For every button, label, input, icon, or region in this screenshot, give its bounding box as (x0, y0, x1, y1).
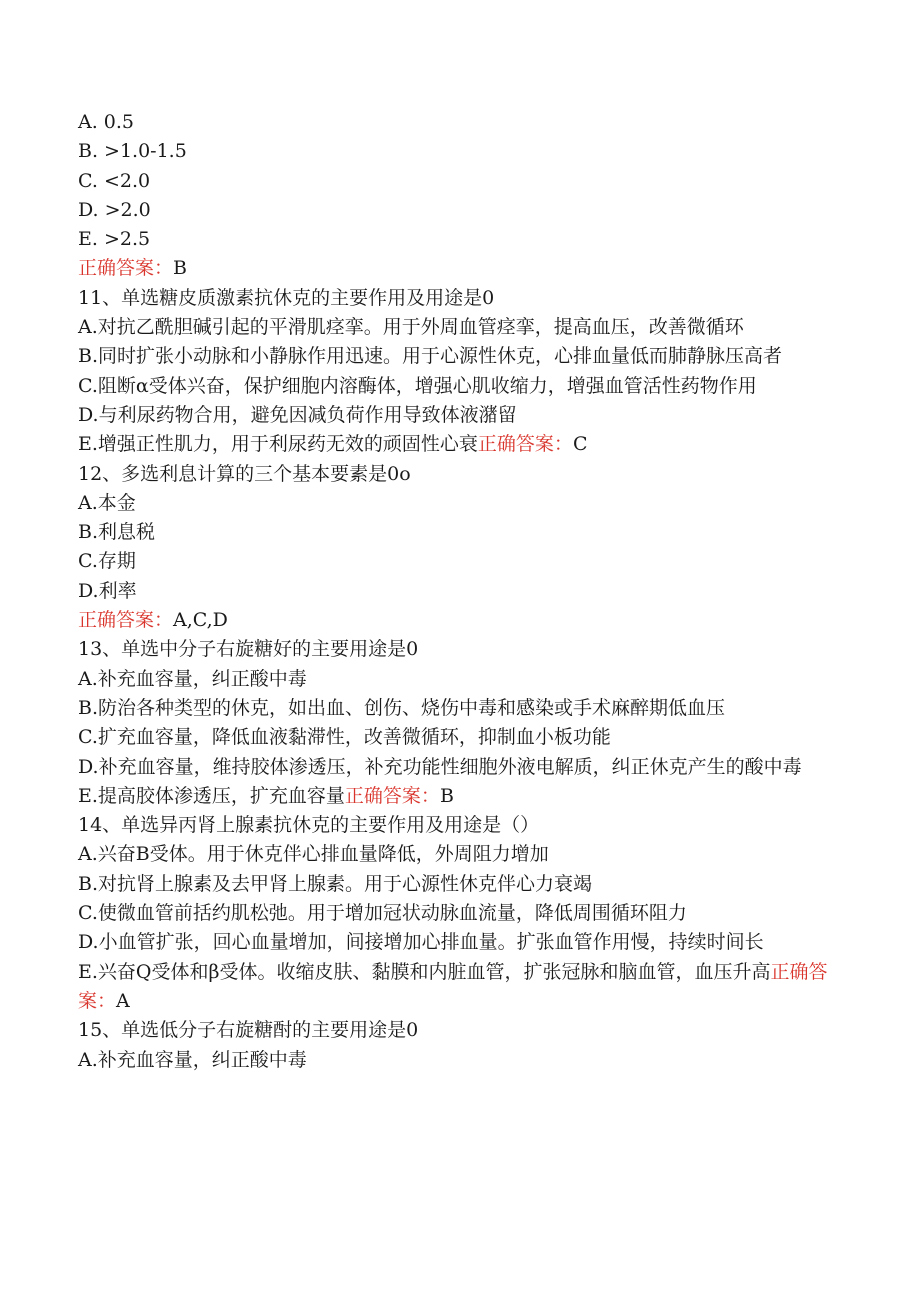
option-e-with-answer (78, 782, 848, 811)
option-d: D. >2.0 (78, 198, 151, 221)
option-a: A. 0.5 (78, 111, 135, 133)
question-11 (78, 284, 848, 460)
option-a: A.对抗乙酰胆碱引起的平滑肌痉挛。用于外周血管痉挛，提高血压，改善微循环 (78, 316, 744, 339)
question-10-tail (78, 108, 848, 284)
option-e: E.提高胶体渗透压，扩充血容量 (78, 784, 345, 807)
question-stem: 12、多选利息计算的三个基本要素是0o (78, 462, 411, 485)
option-a: A.补充血容量，纠正酸中毒 (78, 1048, 307, 1071)
option-a: A.本金 (78, 491, 136, 514)
option-c: C.使微血管前括约肌松弛。用于增加冠状动脉血流量，降低周围循环阻力 (78, 902, 687, 925)
question-13 (78, 635, 848, 811)
answer-label: 正确答案： (78, 257, 174, 280)
option-b: B. >1.0-1.5 (78, 140, 187, 163)
option-b: B.对抗肾上腺素及去甲肾上腺素。用于心源性休克伴心力衰竭 (78, 872, 593, 895)
option-d: D.利率 (78, 579, 137, 602)
question-14 (78, 811, 848, 1016)
answer-value: A (116, 989, 130, 1012)
question-stem: 15、单选低分子右旋糖酎的主要用途是0 (78, 1019, 419, 1042)
question-15 (78, 1016, 848, 1075)
answer-value: B (173, 257, 187, 280)
question-stem: 13、单选中分子右旋糖好的主要用途是0 (78, 638, 419, 661)
answer-label: 正确答案： (477, 433, 573, 456)
option-e-with-answer (78, 958, 848, 1017)
option-a: A.补充血容量，纠正酸中毒 (78, 667, 307, 690)
option-e-with-answer (78, 430, 848, 459)
question-stem: 11、单选糖皮质激素抗休克的主要作用及用途是0 (78, 286, 495, 309)
option-d: D.与利尿药物合用，避免因减负荷作用导致体液潴留 (78, 403, 517, 426)
option-d: D.补充血容量，维持胶体渗透压，补充功能性细胞外液电解质，纠正休克产生的酸中毒 (78, 755, 802, 778)
option-b: B.利息税 (78, 521, 156, 544)
option-c: C.扩充血容量，降低血液黏滞性，改善微循环，抑制血小板功能 (78, 726, 611, 749)
answer-value: A,C,D (173, 609, 228, 632)
answer-value: B (439, 784, 454, 807)
option-c: C. <2.0 (78, 169, 151, 192)
answer-label: 正确答案： (78, 609, 174, 632)
option-b: B.同时扩张小动脉和小静脉作用迅速。用于心源性休克，心排血量低而肺静脉压高者 (78, 345, 783, 368)
answer-label: 正确答案： (344, 784, 440, 807)
option-d: D.小血管扩张，回心血量增加，间接增加心排血量。扩张血管作用慢，持续时间长 (78, 931, 764, 954)
option-c: C.存期 (78, 550, 136, 573)
option-c: C.阻断α受体兴奋，保护细胞内溶酶体，增强心肌收缩力，增强血管活性药物作用 (78, 374, 757, 397)
option-e: E.增强正性肌力，用于利尿药无效的顽固性心衰 (78, 433, 478, 456)
document-page (78, 108, 848, 1075)
option-a: A.兴奋B受体。用于休克伴心排血量降低，外周阻力增加 (78, 843, 549, 866)
option-e: E. >2.5 (78, 228, 151, 251)
question-stem: 14、单选异丙肾上腺素抗休克的主要作用及用途是（） (78, 814, 540, 837)
answer-line (78, 254, 848, 283)
answer-label: 正确答案： (78, 960, 828, 1012)
option-b: B.防治各种类型的休克，如出血、创伤、烧伤中毒和感染或手术麻醉期低血压 (78, 696, 726, 719)
answer-value: C (572, 433, 588, 456)
answer-line (78, 606, 848, 635)
option-e: E.兴奋Q受体和β受体。收缩皮肤、黏膜和内脏血管，扩张冠脉和脑血管，血压升高 (78, 960, 771, 983)
question-12 (78, 460, 848, 636)
